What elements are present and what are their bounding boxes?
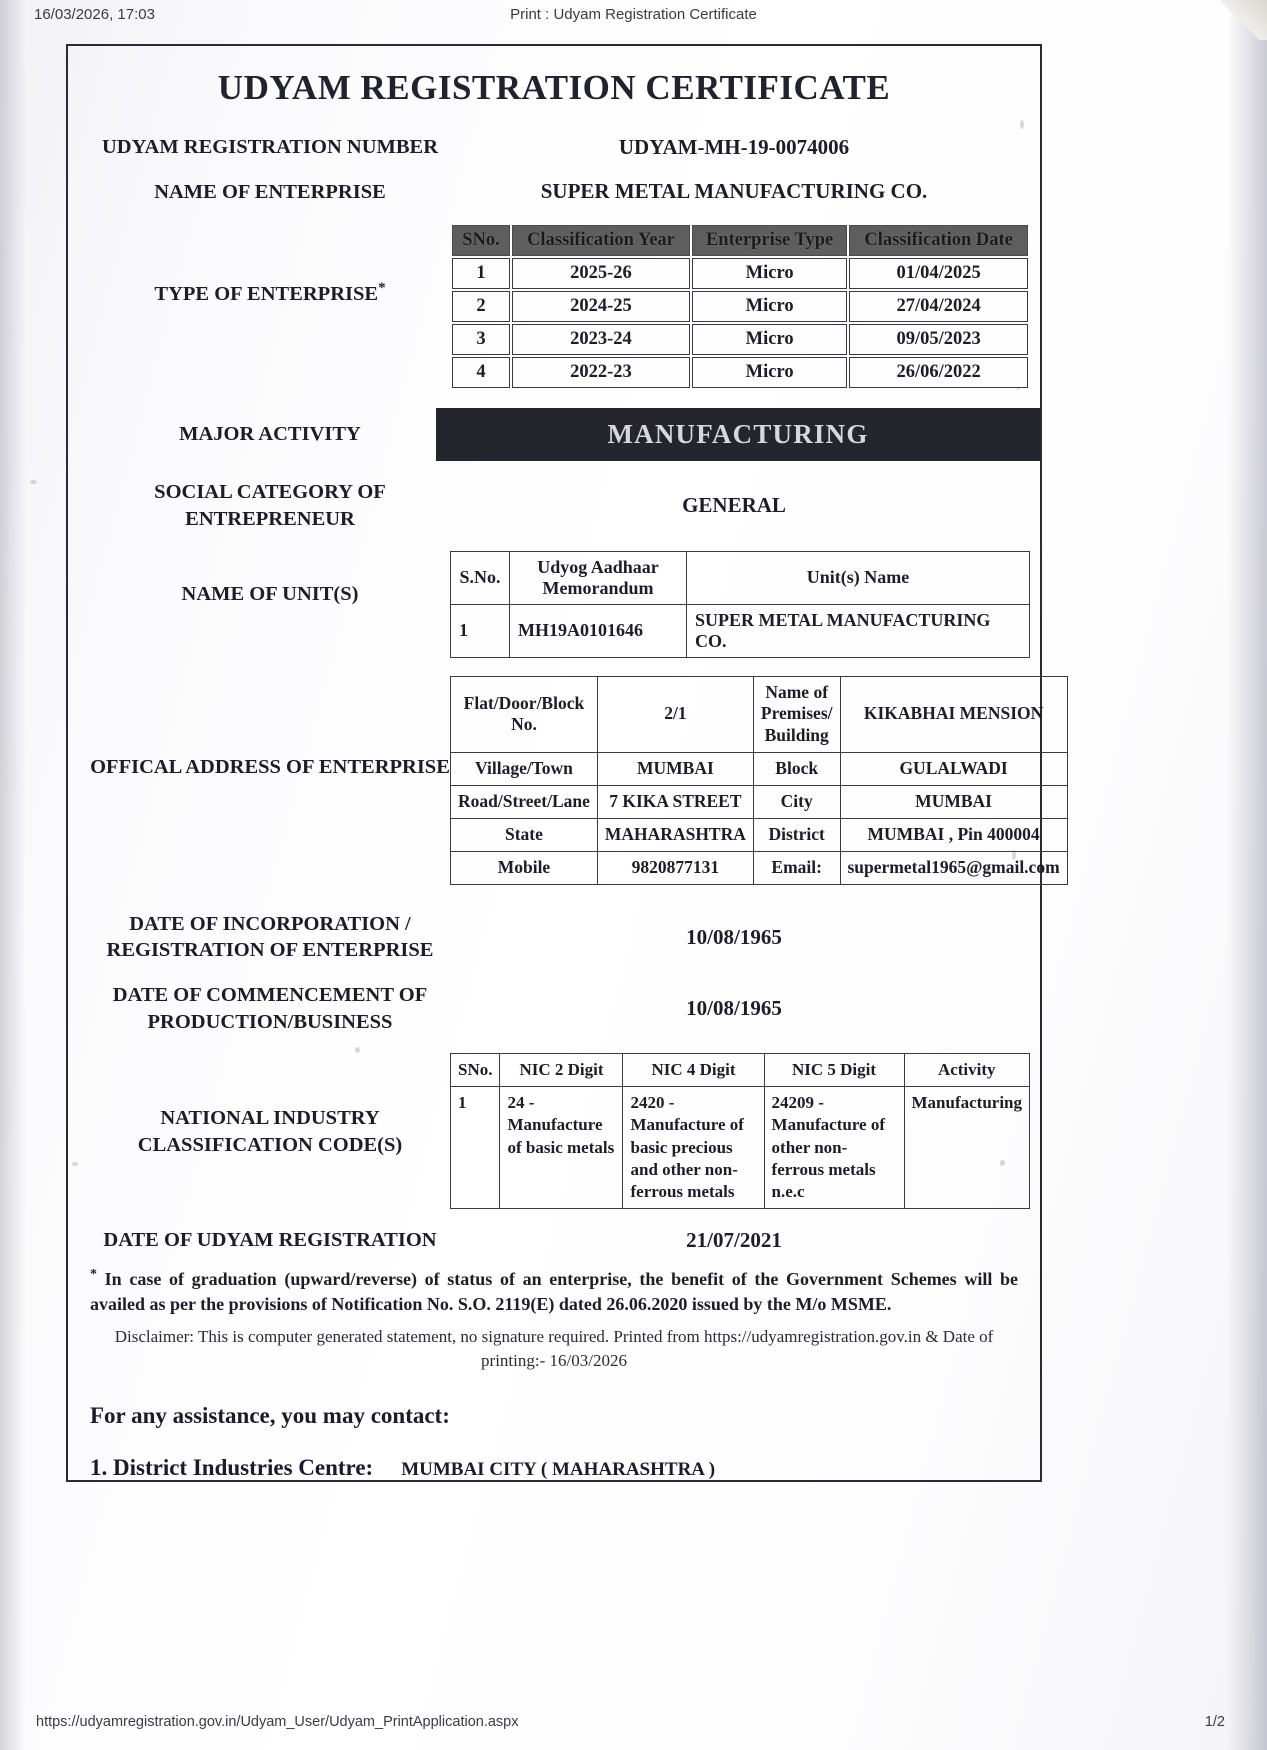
table-row xyxy=(452,324,1028,355)
table-row xyxy=(451,604,1030,657)
units-table-wrap xyxy=(450,551,1030,658)
address-value-block: GULALWADI xyxy=(840,753,1067,786)
units-header-sno: S.No. xyxy=(451,551,510,604)
table-row xyxy=(451,851,1068,884)
classification-sno: 1 xyxy=(452,258,510,289)
table-row xyxy=(451,1087,1030,1208)
address-key-email: Email: xyxy=(753,851,840,884)
date-udyam-registration-label: DATE OF UDYAM REGISTRATION xyxy=(103,1228,437,1251)
address-value-email: supermetal1965@gmail.com xyxy=(840,851,1067,884)
address-value-mobile: 9820877131 xyxy=(597,851,753,884)
table-row xyxy=(452,357,1028,388)
classification-sno: 4 xyxy=(452,357,510,388)
address-value-district: MUMBAI , Pin 400004 xyxy=(840,818,1067,851)
classification-table-wrap xyxy=(450,223,1030,390)
print-page-number: 1/2 xyxy=(1204,1714,1225,1730)
address-value-state: MAHARASHTRA xyxy=(597,818,753,851)
classification-header-date: Classification Date xyxy=(849,225,1028,256)
row-date-incorporation xyxy=(90,911,1018,964)
address-key-flat: Flat/Door/Block No. xyxy=(451,676,598,753)
classification-type: Micro xyxy=(692,291,847,322)
dic-value: MUMBAI CITY ( MAHARASHTRA ) xyxy=(401,1459,716,1481)
registration-number-value: UDYAM-MH-19-0074006 xyxy=(618,134,850,159)
official-address-label: OFFICAL ADDRESS OF ENTERPRISE xyxy=(90,755,450,778)
table-row xyxy=(452,258,1028,289)
major-activity-band: MANUFACTURING xyxy=(436,408,1040,461)
nic-table xyxy=(450,1053,1030,1209)
nic-header-sno: SNo. xyxy=(451,1054,500,1087)
row-social-category xyxy=(90,479,1018,532)
footnote-text: In case of graduation (upward/reverse) of status of an enterprise, the benefit of the Government Schemes will be availed as per the provisions of Notification No. S.O. 2119(E) dated 26.06.2020 issued by the M/o MSME. xyxy=(90,1269,1019,1315)
table-row xyxy=(452,291,1028,322)
enterprise-name-label: NAME OF ENTERPRISE xyxy=(154,180,386,203)
type-of-enterprise-star: * xyxy=(378,280,386,297)
date-udyam-registration-value: 21/07/2021 xyxy=(686,1227,782,1252)
browser-print-footer xyxy=(0,1714,1267,1736)
nic-label: NATIONAL INDUSTRY CLASSIFICATION CODE(S) xyxy=(137,1107,403,1156)
date-incorporation-value: 10/08/1965 xyxy=(686,924,782,949)
row-date-commencement xyxy=(90,982,1018,1035)
address-key-road: Road/Street/Lane xyxy=(451,786,598,819)
row-nic-codes xyxy=(90,1053,1022,1209)
dic-label: 1. District Industries Centre: xyxy=(90,1455,374,1481)
address-key-village: Village/Town xyxy=(451,753,598,786)
classification-header-sno: SNo. xyxy=(452,225,510,256)
classification-date: 01/04/2025 xyxy=(849,258,1028,289)
row-date-udyam-registration xyxy=(90,1227,1018,1254)
classification-year: 2025-26 xyxy=(512,258,690,289)
print-source-url: https://udyamregistration.gov.in/Udyam_User/Udyam_PrintApplication.aspx xyxy=(36,1714,519,1730)
classification-year: 2022-23 xyxy=(512,357,690,388)
classification-date: 09/05/2023 xyxy=(849,324,1028,355)
row-name-of-units xyxy=(90,551,1018,658)
graduation-footnote xyxy=(90,1265,1018,1317)
units-name: SUPER METAL MANUFACTURING CO. xyxy=(687,604,1030,657)
nic-5digit: 24209 - Manufacture of other non-ferrous metals n.e.c xyxy=(764,1087,904,1208)
nic-header-4digit: NIC 4 Digit xyxy=(623,1054,764,1087)
units-sno: 1 xyxy=(451,604,510,657)
table-row xyxy=(451,818,1068,851)
type-of-enterprise-label xyxy=(90,223,450,307)
browser-print-header xyxy=(0,6,1267,28)
nic-2digit: 24 - Manufacture of basic metals xyxy=(500,1087,623,1208)
classification-type: Micro xyxy=(692,324,847,355)
date-commencement-value: 10/08/1965 xyxy=(686,996,782,1021)
address-key-block: Block xyxy=(753,753,840,786)
address-value-city: MUMBAI xyxy=(840,786,1067,819)
date-incorporation-label: DATE OF INCORPORATION / REGISTRATION OF ENTERPRISE xyxy=(106,912,434,962)
classification-table xyxy=(450,223,1030,390)
nic-table-wrap xyxy=(450,1053,1030,1209)
row-official-address xyxy=(90,676,1060,885)
print-timestamp: 16/03/2026, 17:03 xyxy=(34,6,155,23)
classification-type: Micro xyxy=(692,258,847,289)
row-major-activity xyxy=(90,408,1018,461)
district-industries-centre-row xyxy=(90,1455,1018,1481)
print-page-title: Print : Udyam Registration Certificate xyxy=(510,6,757,23)
classification-type: Micro xyxy=(692,357,847,388)
classification-year: 2024-25 xyxy=(512,291,690,322)
nic-header-2digit: NIC 2 Digit xyxy=(500,1054,623,1087)
nic-activity: Manufacturing xyxy=(904,1087,1030,1208)
registration-number-label: UDYAM REGISTRATION NUMBER xyxy=(101,136,438,158)
nic-table-header-row xyxy=(451,1054,1030,1087)
nic-sno: 1 xyxy=(451,1087,500,1208)
table-row xyxy=(451,753,1068,786)
certificate-frame xyxy=(66,44,1060,1482)
footnote-star: * xyxy=(90,1267,97,1283)
table-row xyxy=(451,676,1068,753)
address-value-flat: 2/1 xyxy=(597,676,753,753)
address-table-wrap xyxy=(450,676,1068,885)
address-key-district: District xyxy=(753,818,840,851)
units-header-name: Unit(s) Name xyxy=(687,551,1030,604)
classification-year: 2023-24 xyxy=(512,324,690,355)
address-value-premises: KIKABHAI MENSION xyxy=(840,676,1067,753)
scan-edge-shadow-left xyxy=(0,0,26,1750)
units-uam: MH19A0101646 xyxy=(510,604,687,657)
classification-date: 26/06/2022 xyxy=(849,357,1028,388)
units-table xyxy=(450,551,1030,658)
date-commencement-label: DATE OF COMMENCEMENT OF PRODUCTION/BUSINESS xyxy=(112,983,428,1033)
major-activity-label: MAJOR ACTIVITY xyxy=(179,423,361,446)
address-key-premises: Name of Premises/ Building xyxy=(753,676,840,753)
assistance-heading: For any assistance, you may contact: xyxy=(90,1403,450,1429)
classification-sno: 2 xyxy=(452,291,510,322)
classification-date: 27/04/2024 xyxy=(849,291,1028,322)
scan-edge-shadow-right xyxy=(1227,0,1267,1750)
row-enterprise-name xyxy=(90,179,1018,206)
social-category-value: GENERAL xyxy=(682,493,786,518)
classification-table-header-row xyxy=(452,225,1028,256)
scan-speck xyxy=(30,480,37,484)
classification-sno: 3 xyxy=(452,324,510,355)
nic-header-5digit: NIC 5 Digit xyxy=(764,1054,904,1087)
enterprise-name-value: SUPER METAL MANUFACTURING CO. xyxy=(540,179,928,204)
name-of-units-label: NAME OF UNIT(S) xyxy=(181,582,359,605)
classification-header-type: Enterprise Type xyxy=(692,225,847,256)
nic-header-activity: Activity xyxy=(904,1054,1030,1087)
disclaimer-text: Disclaimer: This is computer generated statement, no signature required. Printed from https://udyamregistration.gov.in & Date of printing:- 16/03/2026 xyxy=(114,1327,994,1371)
social-category-label: SOCIAL CATEGORY OF ENTREPRENEUR xyxy=(154,481,386,530)
address-table xyxy=(450,676,1068,885)
address-key-state: State xyxy=(451,818,598,851)
certificate-title: UDYAM REGISTRATION CERTIFICATE xyxy=(217,68,891,107)
table-row xyxy=(451,786,1068,819)
address-value-road: 7 KIKA STREET xyxy=(597,786,753,819)
units-header-uam: Udyog Aadhaar Memorandum xyxy=(510,551,687,604)
classification-header-year: Classification Year xyxy=(512,225,690,256)
address-key-mobile: Mobile xyxy=(451,851,598,884)
address-value-village: MUMBAI xyxy=(597,753,753,786)
nic-4digit: 2420 - Manufacture of basic precious and other non-ferrous metals xyxy=(623,1087,764,1208)
address-key-city: City xyxy=(753,786,840,819)
row-registration-number xyxy=(90,134,1018,161)
row-type-of-enterprise xyxy=(90,223,1018,390)
type-of-enterprise-label-text: TYPE OF ENTERPRISE xyxy=(154,283,379,306)
major-activity-value-wrap xyxy=(436,408,1040,461)
units-table-header-row xyxy=(451,551,1030,604)
